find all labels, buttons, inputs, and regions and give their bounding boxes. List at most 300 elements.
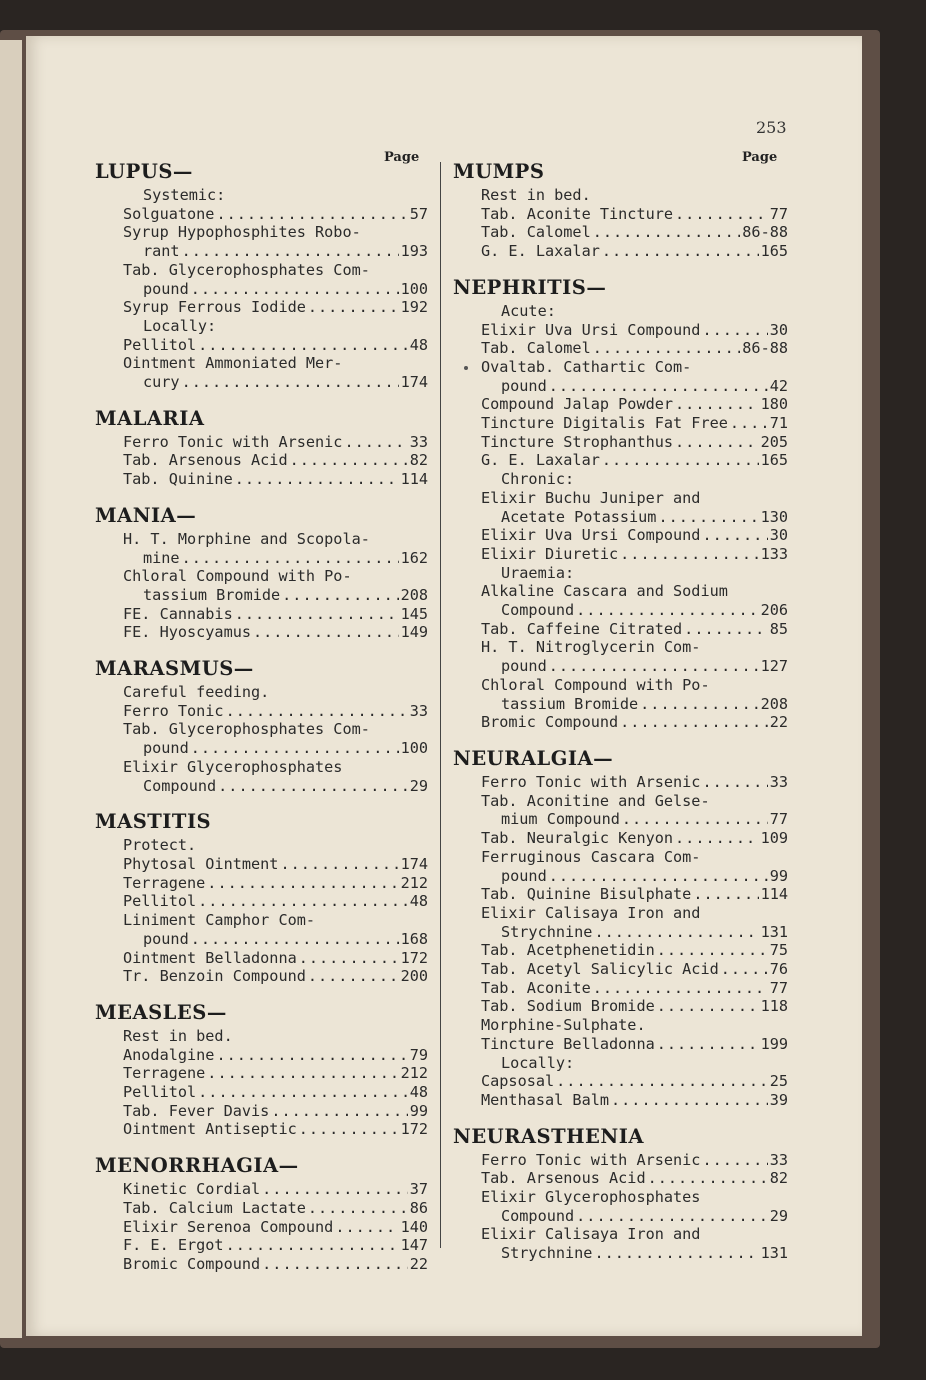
index-entry: [123, 1255, 428, 1274]
dot-leader: [602, 242, 759, 261]
index-entry: [123, 451, 428, 470]
entry-line: Ovaltab. Cathartic Com-: [481, 357, 692, 376]
entry-name: Syrup Ferrous Iodide: [123, 298, 306, 317]
index-entry: [481, 885, 788, 904]
entry-page-number: 127: [760, 657, 788, 676]
entry-name: Tab. Arsenous Acid: [123, 451, 288, 470]
entry-page-number: 165: [760, 451, 788, 470]
index-entry: [481, 773, 788, 792]
entry-page-number: 22: [769, 713, 788, 732]
dot-leader: [702, 526, 767, 545]
entry-page-number: 22: [409, 1254, 428, 1273]
index-entry: [123, 892, 428, 911]
dot-leader: [218, 777, 408, 796]
dot-leader: [602, 451, 759, 470]
index-entry: [481, 545, 788, 564]
index-entry: [501, 1244, 788, 1263]
left-column: [95, 160, 428, 1289]
page-column-label-left: Page: [384, 150, 420, 165]
section-heading: LUPUS—: [95, 160, 193, 183]
dot-leader: [262, 1180, 408, 1199]
entry-name: Tab. Fever Davis: [123, 1101, 270, 1120]
dot-leader: [191, 280, 399, 299]
dot-leader: [280, 855, 398, 874]
dot-leader: [271, 1102, 407, 1121]
subheading: Locally:: [501, 1053, 575, 1072]
dot-leader: [299, 949, 399, 968]
entry-name: Tab. Aconite: [481, 978, 591, 997]
dot-leader: [198, 1083, 408, 1102]
entry-name: FE. Hyoscyamus: [123, 623, 252, 642]
index-entry: [123, 855, 428, 874]
entry-name: Tab. Acetyl Salicylic Acid: [481, 960, 719, 979]
index-entry: [481, 451, 788, 470]
entry-line: Elixir Buchu Juniper and: [481, 488, 701, 507]
index-section: [95, 504, 428, 642]
entry-name: Strychnine: [501, 1244, 593, 1263]
dot-leader: [299, 1120, 399, 1139]
dot-leader: [620, 713, 768, 732]
entry-page-number: 75: [769, 941, 788, 960]
entry-line: Elixir Calisaya Iron and: [481, 903, 701, 922]
index-entry: [123, 605, 428, 624]
entry-page-number: 212: [400, 1064, 428, 1083]
index-entry: [501, 1207, 788, 1226]
dot-leader: [611, 1091, 768, 1110]
section-heading: NEPHRITIS—: [453, 275, 607, 299]
entry-page-number: 48: [409, 892, 428, 911]
entry-name: Tincture Digitalis Fat Free: [481, 414, 728, 433]
entry-name: Elixir Uva Ursi Compound: [481, 526, 701, 545]
entry-line: Liniment Camphor Com-: [123, 911, 316, 930]
index-section: [453, 1125, 788, 1263]
subheading: Chronic:: [501, 470, 575, 489]
dot-leader: [648, 1169, 768, 1188]
index-section: [453, 747, 788, 1110]
dot-leader: [262, 1255, 408, 1274]
index-section: [95, 657, 428, 795]
dot-leader: [702, 321, 767, 340]
dot-leader: [693, 885, 758, 904]
dot-leader: [684, 620, 768, 639]
entry-line: H. T. Morphine and Scopola-: [123, 529, 370, 548]
dot-leader: [182, 373, 399, 392]
dot-leader: [675, 829, 759, 848]
dot-leader: [675, 395, 759, 414]
entry-page-number: 30: [769, 320, 788, 339]
facing-page-edge: [0, 40, 22, 1338]
index-entry: [123, 1236, 428, 1255]
entry-name: Tab. Calomel: [481, 339, 591, 358]
entry-page-number: 48: [409, 335, 428, 354]
dot-leader: [253, 623, 399, 642]
index-entry: [143, 586, 428, 605]
entry-page-number: 165: [760, 242, 788, 261]
entry-page-number: 29: [409, 776, 428, 795]
entry-name: Menthasal Balm: [481, 1090, 610, 1109]
entry-name: Ferro Tonic: [123, 701, 224, 720]
entry-name: mium Compound: [501, 810, 620, 829]
dot-leader: [594, 1244, 758, 1263]
entry-name: pound: [143, 279, 189, 298]
dot-leader: [675, 433, 759, 452]
index-entry: [481, 223, 788, 242]
dot-leader: [191, 739, 399, 758]
index-entry: [481, 414, 788, 433]
index-entry: [481, 1151, 788, 1170]
index-entry: [123, 1120, 428, 1139]
entry-name: Terragene: [123, 873, 206, 892]
index-entry: [123, 336, 428, 355]
entry-name: tassium Bromide: [501, 694, 639, 713]
entry-name: Pellitol: [123, 892, 197, 911]
entry-name: cury: [143, 373, 180, 392]
entry-page-number: 30: [769, 526, 788, 545]
dot-leader: [576, 1207, 768, 1226]
subheading: Locally:: [143, 316, 217, 335]
index-entry: [481, 1091, 788, 1110]
dot-leader: [549, 657, 759, 676]
entry-page-number: 48: [409, 1083, 428, 1102]
entry-line: H. T. Nitroglycerin Com-: [481, 638, 701, 657]
entry-name: Tincture Belladonna: [481, 1034, 655, 1053]
dot-leader: [308, 298, 399, 317]
entry-name: Bromic Compound: [481, 713, 619, 732]
index-entry: [123, 433, 428, 452]
section-heading: NEURALGIA—: [453, 746, 614, 770]
dot-leader: [335, 1218, 398, 1237]
entry-name: mine: [143, 548, 180, 567]
dot-leader: [226, 1236, 399, 1255]
entry-page-number: 140: [400, 1217, 428, 1236]
dot-leader: [207, 1064, 398, 1083]
index-entry: [481, 205, 788, 224]
dot-leader: [593, 223, 741, 242]
index-entry: [143, 777, 428, 796]
entry-page-number: 85: [769, 619, 788, 638]
index-entry: [123, 949, 428, 968]
entry-line: Elixir Glycerophosphates: [481, 1188, 701, 1207]
entry-name: Tab. Neuralgic Kenyon: [481, 829, 674, 848]
index-entry: [143, 373, 428, 392]
section-heading: MENORRHAGIA—: [95, 1154, 299, 1178]
entry-page-number: 57: [409, 204, 428, 223]
entry-line: Protect.: [123, 836, 197, 855]
entry-page-number: 86: [409, 1198, 428, 1217]
index-entry: [123, 967, 428, 986]
entry-page-number: 77: [769, 978, 788, 997]
dot-leader: [308, 1199, 408, 1218]
entry-name: pound: [143, 929, 189, 948]
index-section: [453, 160, 788, 261]
entry-page-number: 174: [400, 373, 428, 392]
index-entry: [143, 280, 428, 299]
entry-page-number: 200: [400, 967, 428, 986]
entry-page-number: 172: [400, 948, 428, 967]
entry-page-number: 114: [400, 470, 428, 489]
entry-line: Ointment Ammoniated Mer-: [123, 354, 343, 373]
dot-leader: [191, 930, 399, 949]
page-column-label-right: Page: [742, 150, 778, 165]
entry-name: Tab. Caffeine Citrated: [481, 619, 683, 638]
dot-leader: [290, 451, 408, 470]
index-entry: [501, 695, 788, 714]
index-entry: [501, 377, 788, 396]
entry-name: pound: [501, 866, 547, 885]
index-entry: [123, 1199, 428, 1218]
entry-name: Tab. Quinine Bisulphate: [481, 885, 692, 904]
entry-line: Elixir Glycerophosphates: [123, 757, 343, 776]
entry-name: Compound: [143, 776, 217, 795]
entry-page-number: 149: [400, 623, 428, 642]
entry-page-number: 131: [760, 922, 788, 941]
index-entry: [123, 874, 428, 893]
index-entry: [481, 997, 788, 1016]
entry-page-number: 82: [409, 451, 428, 470]
entry-page-number: 33: [769, 1150, 788, 1169]
index-entry: [123, 1102, 428, 1121]
entry-name: Tr. Benzoin Compound: [123, 967, 306, 986]
dot-leader: [620, 545, 758, 564]
entry-name: Compound Jalap Powder: [481, 395, 674, 414]
entry-line: Chloral Compound with Po-: [123, 567, 352, 586]
entry-name: Tab. Calomel: [481, 223, 591, 242]
index-entry: [123, 1218, 428, 1237]
entry-name: Ferro Tonic with Arsenic: [123, 432, 343, 451]
dot-leader: [576, 601, 758, 620]
entry-name: pound: [501, 376, 547, 395]
entry-page-number: 192: [400, 298, 428, 317]
entry-page-number: 100: [400, 739, 428, 758]
entry-name: Tab. Quinine: [123, 470, 233, 489]
entry-line: Careful feeding.: [123, 683, 270, 702]
index-entry: [481, 713, 788, 732]
entry-name: Elixir Uva Ursi Compound: [481, 320, 701, 339]
entry-name: Capsosal: [481, 1072, 555, 1091]
dot-leader: [198, 336, 408, 355]
entry-page-number: 42: [769, 376, 788, 395]
entry-line: Tab. Glycerophosphates Com-: [123, 720, 370, 739]
entry-name: Tab. Sodium Bromide: [481, 997, 655, 1016]
entry-name: Ointment Belladonna: [123, 948, 297, 967]
entry-name: Solguatone: [123, 204, 215, 223]
entry-page-number: 109: [760, 829, 788, 848]
entry-page-number: 114: [760, 885, 788, 904]
entry-name: Acetate Potassium: [501, 507, 657, 526]
dot-leader: [182, 549, 399, 568]
section-heading: MUMPS: [453, 160, 545, 183]
index-entry: [123, 1083, 428, 1102]
entry-line: Morphine-Sulphate.: [481, 1016, 646, 1035]
index-entry: [481, 620, 788, 639]
entry-page-number: 206: [760, 601, 788, 620]
index-entry: [481, 321, 788, 340]
dot-leader: [226, 702, 408, 721]
index-entry: [123, 470, 428, 489]
entry-name: Tincture Strophanthus: [481, 432, 674, 451]
entry-page-number: 33: [769, 772, 788, 791]
dot-leader: [182, 242, 399, 261]
index-entry: [143, 739, 428, 758]
entry-page-number: 77: [769, 810, 788, 829]
dot-leader: [308, 967, 399, 986]
dot-leader: [640, 695, 758, 714]
dot-leader: [235, 605, 399, 624]
dot-leader: [657, 941, 768, 960]
entry-page-number: 208: [760, 694, 788, 713]
entry-page-number: 168: [400, 929, 428, 948]
section-heading: NEURASTHENIA: [453, 1124, 644, 1148]
entry-name: Elixir Serenoa Compound: [123, 1217, 334, 1236]
index-entry: [123, 298, 428, 317]
entry-page-number: 33: [409, 432, 428, 451]
dot-leader: [549, 867, 768, 886]
entry-page-number: 205: [760, 432, 788, 451]
entry-name: Tab. Calcium Lactate: [123, 1198, 306, 1217]
entry-name: pound: [501, 657, 547, 676]
entry-page-number: 162: [400, 548, 428, 567]
index-entry: [143, 242, 428, 261]
entry-name: Ferro Tonic with Arsenic: [481, 772, 701, 791]
entry-line: Rest in bed.: [481, 186, 591, 204]
subheading: Acute:: [501, 301, 556, 320]
entry-page-number: 39: [769, 1090, 788, 1109]
entry-line: Syrup Hypophosphites Robo-: [123, 223, 361, 242]
dot-leader: [594, 923, 758, 942]
dot-leader: [549, 377, 768, 396]
index-entry: [481, 433, 788, 452]
entry-page-number: 193: [400, 242, 428, 261]
entry-page-number: 33: [409, 701, 428, 720]
dot-leader: [657, 997, 759, 1016]
entry-page-number: 71: [769, 414, 788, 433]
entry-name: Tab. Arsenous Acid: [481, 1169, 646, 1188]
index-entry: [481, 941, 788, 960]
entry-page-number: 99: [769, 866, 788, 885]
entry-page-number: 29: [769, 1206, 788, 1225]
entry-name: Pellitol: [123, 335, 197, 354]
entry-page-number: 147: [400, 1236, 428, 1255]
dot-leader: [702, 773, 767, 792]
entry-name: Ferro Tonic with Arsenic: [481, 1150, 701, 1169]
dot-leader: [730, 414, 768, 433]
entry-page-number: 86-88: [742, 223, 788, 242]
dot-leader: [282, 586, 398, 605]
entry-page-number: 174: [400, 854, 428, 873]
index-entry: [481, 829, 788, 848]
entry-name: tassium Bromide: [143, 585, 281, 604]
entry-page-number: 199: [760, 1034, 788, 1053]
entry-line: Tab. Glycerophosphates Com-: [123, 260, 370, 279]
entry-page-number: 77: [769, 204, 788, 223]
entry-page-number: 37: [409, 1180, 428, 1199]
entry-name: pound: [143, 739, 189, 758]
entry-line: Alkaline Cascara and Sodium: [481, 582, 728, 601]
entry-name: Compound: [501, 601, 575, 620]
index-entry: [481, 339, 788, 358]
index-section: [95, 407, 428, 489]
dot-leader: [593, 979, 768, 998]
entry-name: F. E. Ergot: [123, 1236, 224, 1255]
index-entry: [481, 242, 788, 261]
dot-leader: [658, 508, 758, 527]
entry-name: G. E. Laxalar: [481, 242, 600, 261]
entry-name: rant: [143, 242, 180, 261]
section-heading: MEASLES—: [95, 1000, 227, 1024]
subheading: Uraemia:: [501, 563, 575, 582]
entry-page-number: 172: [400, 1120, 428, 1139]
index-entry: [481, 960, 788, 979]
index-section: [453, 276, 788, 732]
index-entry: [501, 810, 788, 829]
entry-name: Ointment Antiseptic: [123, 1120, 297, 1139]
entry-name: Tab. Acetphenetidin: [481, 941, 655, 960]
dot-leader: [657, 1035, 759, 1054]
column-divider: [440, 162, 441, 1248]
entry-page-number: 82: [769, 1169, 788, 1188]
index-entry: [501, 508, 788, 527]
index-entry: [481, 1169, 788, 1188]
entry-page-number: 208: [400, 585, 428, 604]
index-entry: [123, 1180, 428, 1199]
index-entry: [123, 1046, 428, 1065]
dot-leader: [556, 1072, 768, 1091]
entry-name: FE. Cannabis: [123, 604, 233, 623]
index-entry: [143, 549, 428, 568]
dot-leader: [344, 433, 407, 452]
entry-page-number: 25: [769, 1072, 788, 1091]
page-number: 253: [756, 118, 787, 137]
index-entry: [123, 1064, 428, 1083]
dot-leader: [721, 960, 768, 979]
subheading: Systemic:: [143, 186, 226, 204]
index-entry: [481, 395, 788, 414]
entry-page-number: 118: [760, 997, 788, 1016]
entry-page-number: 130: [760, 507, 788, 526]
index-section: [95, 160, 428, 392]
entry-name: Anodalgine: [123, 1045, 215, 1064]
index-entry: [123, 623, 428, 642]
entry-page-number: 180: [760, 395, 788, 414]
dot-leader: [198, 892, 408, 911]
index-entry: [481, 979, 788, 998]
dot-leader: [675, 205, 768, 224]
section-heading: MARASMUS—: [95, 657, 254, 681]
index-entry: [123, 205, 428, 224]
dot-leader: [702, 1151, 767, 1170]
entry-page-number: 76: [769, 960, 788, 979]
dot-leader: [593, 339, 741, 358]
entry-name: Bromic Compound: [123, 1254, 261, 1273]
section-heading: MASTITIS: [95, 810, 212, 834]
dot-leader: [216, 1046, 407, 1065]
dot-leader: [207, 874, 398, 893]
entry-name: Pellitol: [123, 1083, 197, 1102]
right-column: [453, 160, 788, 1278]
index-entry: [143, 930, 428, 949]
entry-page-number: 131: [760, 1244, 788, 1263]
entry-page-number: 100: [400, 279, 428, 298]
dot-leader: [216, 205, 407, 224]
index-section: [95, 1154, 428, 1274]
entry-name: Tab. Aconite Tincture: [481, 204, 674, 223]
entry-page-number: 212: [400, 873, 428, 892]
dot-leader: [235, 470, 399, 489]
dot-leader: [622, 810, 768, 829]
entry-line: Ferruginous Cascara Com-: [481, 847, 701, 866]
entry-page-number: 133: [760, 544, 788, 563]
entry-page-number: 86-88: [742, 339, 788, 358]
